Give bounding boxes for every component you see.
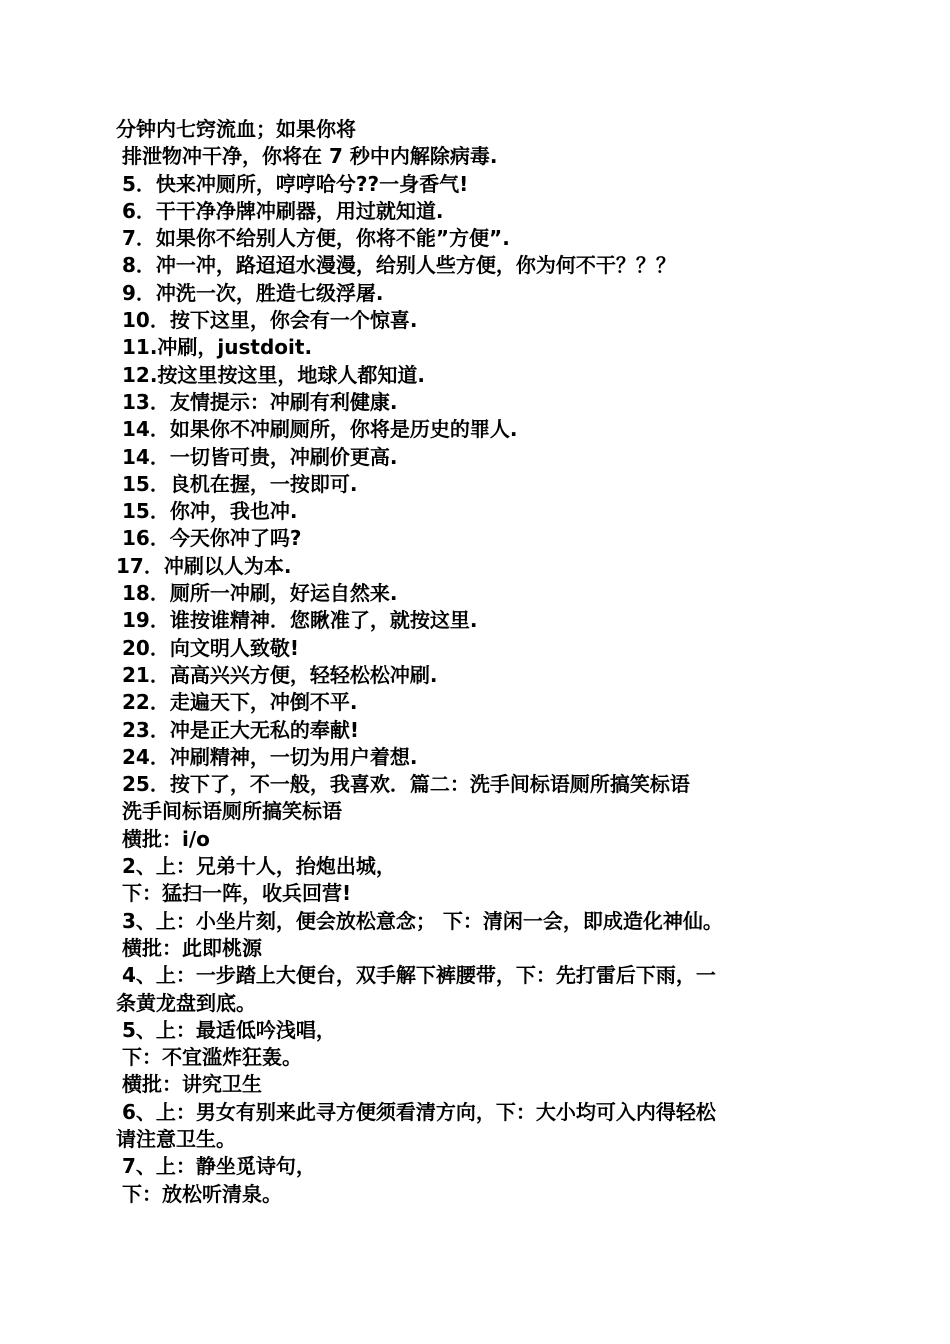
text-line: 分钟内七窍流血；如果你将 [116,117,356,141]
text-line: 排泄物冲干净，你将在 7 秒中内解除病毒. [122,144,498,169]
text-line: 24．冲刷精神，一切为用户着想. [122,744,418,769]
text-line: 2、上：兄弟十人，抬炮出城， [122,854,396,879]
text-line: 下：猛扫一阵，收兵回营! [122,881,352,906]
text-line: 11.冲刷，justdoit. [122,335,313,360]
text-line: 横批：i/o [122,826,210,851]
text-line: 7．如果你不给别人方便，你将不能”方便”. [122,226,510,251]
text-line: 14．一切皆可贵，冲刷价更高. [122,444,398,469]
text-line: 5、上：最适低吟浅唱， [122,1017,336,1042]
text-line: 请注意卫生。 [116,1126,236,1151]
text-line: 7、上：静坐觅诗句， [122,1154,316,1179]
text-line: 9．冲洗一次，胜造七级浮屠. [122,280,384,305]
text-line: 10．按下这里，你会有一个惊喜. [122,308,418,333]
text-line: 横批：讲究卫生 [122,1072,262,1097]
document-body [116,116,836,1208]
text-line: 17．冲刷以人为本. [116,553,292,578]
text-line: 14．如果你不冲刷厕所，你将是历史的罪人. [122,417,518,442]
text-line: 20．向文明人致敬! [122,635,299,660]
text-line: 22．走遍天下，冲倒不平. [122,690,358,715]
text-line: 4、上：一步踏上大便台，双手解下裤腰带，下：先打雷后下雨，一 [122,963,716,988]
text-line: 15．你冲，我也冲. [122,499,298,524]
text-line: 6．干干净净牌冲刷器，用过就知道. [122,198,444,223]
text-line: 16．今天你冲了吗? [122,526,302,551]
text-line: 13．友情提示：冲刷有利健康. [122,389,398,414]
text-line: 12.按这里按这里，地球人都知道. [122,362,426,387]
text-line: 18．厕所一冲刷，好运自然来. [122,581,398,606]
text-line: 21．高高兴兴方便，轻轻松松冲刷. [122,662,438,687]
text-line: 25．按下了，不一般，我喜欢．篇二：洗手间标语厕所搞笑标语 [122,772,690,797]
text-line: 8．冲一冲，路迢迢水漫漫，给别人些方便，你为何不干？？？ [122,253,676,278]
text-line: 15．良机在握，一按即可. [122,471,358,496]
text-line: 横批：此即桃源 [122,935,262,960]
text-line: 6、上：男女有别来此寻方便须看清方向，下：大小均可入内得轻松 [122,1099,716,1124]
text-line: 下：放松听清泉。 [122,1181,282,1206]
text-line: 3、上：小坐片刻，便会放松意念； 下：清闲一会，即成造化神仙。 [122,908,723,933]
text-line: 19．谁按谁精神．您瞅准了，就按这里. [122,608,478,633]
text-line: 5．快来冲厕所，哼哼哈兮??一身香气! [122,171,469,196]
text-line: 洗手间标语厕所搞笑标语 [122,799,342,824]
text-line: 下：不宜滥炸狂轰。 [122,1045,302,1070]
text-line: 条黄龙盘到底。 [116,990,256,1015]
text-line: 23．冲是正大无私的奉献! [122,717,359,742]
